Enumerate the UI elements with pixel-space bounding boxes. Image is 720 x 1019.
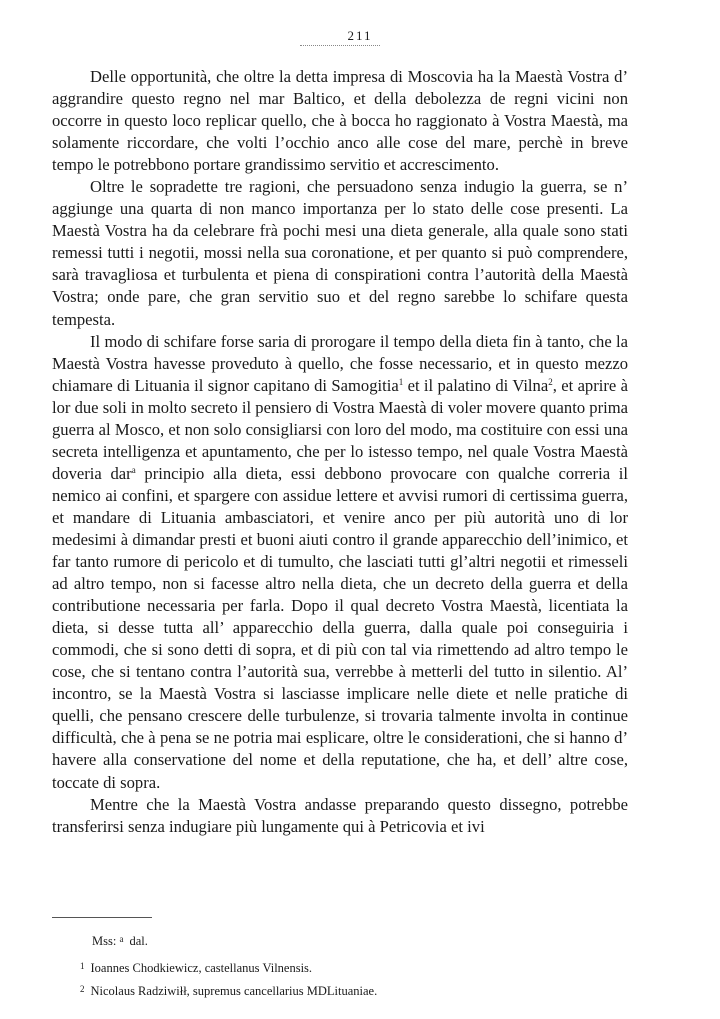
- footnote-1-text: Ioannes Chodkiewicz, castellanus Vilnensis.: [90, 961, 313, 975]
- paragraph-3-part-2: et il palatino di Vilna: [403, 375, 549, 395]
- paragraph-2: Oltre le sopradette tre ragioni, che persuadono senza indugio la guerra, se n’ aggiunge una quarta di non manco importanza per lo stato delle cose presenti. La Maestà Vostra ha da celebrare frà pochi mesi una dieta generale, alla quale sono stati remessi tutti i negotii, mossi nella sua coronatione, et per quanto si può comprendere, sarà travagliosa et turbulenta et piena di conspirationi contra l’autorità della Maestà Vostra; onde pare, che gran servitio suo et del regno sarebbe lo schifare questa tempesta.: [52, 177, 628, 329]
- page-number-rule: [300, 45, 380, 46]
- manuscript-variant-note: [92, 930, 620, 951]
- main-text: [52, 66, 628, 838]
- footnote-1-mark: 1: [80, 961, 85, 971]
- paragraph-4: Mentre che la Maestà Vostra andasse preparando questo dissegno, potrebbe transferirsi senza indugiare più lungamente qui à Petricovia et ivi: [52, 794, 628, 836]
- paragraph-3-part-1: Il modo di schifare forse saria di prorogare il tempo della dieta fin à tanto, che la Maestà Vostra havesse proveduto à quello, che fosse necessario, et in questo mezzo chiamare di Lituania il signor capitano di Samogitia: [52, 331, 628, 395]
- footnote-2-text: Nicolaus Radziwiłł, supremus cancellarius MDLituaniae.: [90, 984, 378, 998]
- footnote-1: [80, 957, 620, 978]
- footnote-2-mark: 2: [80, 984, 85, 994]
- mss-mark: a: [119, 934, 124, 944]
- paragraph-3-part-3: , et aprire à lor due soli in molto secreto il pensiero di Vostra Maestà di voler movere quanto prima guerra al Mosco, et non solo consigliarsi con loro del modo, ma costituire con essi una secreta intelligenza et apuntamento, che per lo istesso tempo, nel quale Vostra Maestà doveria dar: [52, 375, 628, 483]
- paragraph-3-part-4: principio alla dieta, essi debbono provocare con qualche correria il nemico ai confini, et spargere con assidue lettere et avvisi rumori di certissima guerra, et mandare di Lituania ambasciatori, et venire anco per più autorità uno di lor medesimi à dimandar presti et buoni aiuti contro il grande apparecchio dell’inimico, et far tanto rumore di pericolo et di tumulto, che lasciati tutti gl’altri negotii et rimesseli ad altro tempo, non si facesse altro nella dieta, che un decreto della guerra et della contributione necessaria per farla. Dopo il qual decreto Vostra Maestà, licentiata la dieta, si desse tutta all’ apparecchio della guerra, dalla quale poi conseguiria i commodi, che si sono detti di sopra, et di più con tal via rimettendo ad altro tempo le cose, che si tentano contra l’autorità sua, verrebbe à metterli del tutto in silentio. Al’ incontro, se la Maestà Vostra si lasciasse implicare nelle diete et nelle pratiche di quelli, che pensano crescere delle turbulenze, si trovaria talmente involta in continue difficultà, che à pena se ne potria mai esplicare, oltre le considerationi, che si hanno d’ havere alla conservatione del nome et della reputatione, che ha, et dell’ altre cose, toccate di sopra.: [52, 463, 629, 792]
- page-number: 211: [347, 28, 373, 43]
- footnote-ref-2: 2: [548, 376, 553, 387]
- mss-label: Mss:: [92, 934, 117, 948]
- paragraph-3: [52, 331, 628, 794]
- footnote-rule: [52, 917, 152, 918]
- footnote-2: [80, 980, 620, 1001]
- variant-ref-a: a: [131, 464, 136, 475]
- paragraph-1: Delle opportunità, che oltre la detta impresa di Moscovia ha la Maestà Vostra d’ aggrandire questo regno nel mar Baltico, et della debolezza de regni vicini non occorre in questo loco replicar quello, che à bocca ho raggionato à Vostra Maestà, ma solamente riccordare, che volti l’occhio anco alle cose del mare, perchè in breve tempo le potrebbono portare grandissimo servitio et accrescimento.: [52, 67, 628, 175]
- footnotes: [80, 930, 620, 1003]
- footnote-ref-1: 1: [398, 376, 404, 387]
- mss-text: dal.: [129, 934, 148, 948]
